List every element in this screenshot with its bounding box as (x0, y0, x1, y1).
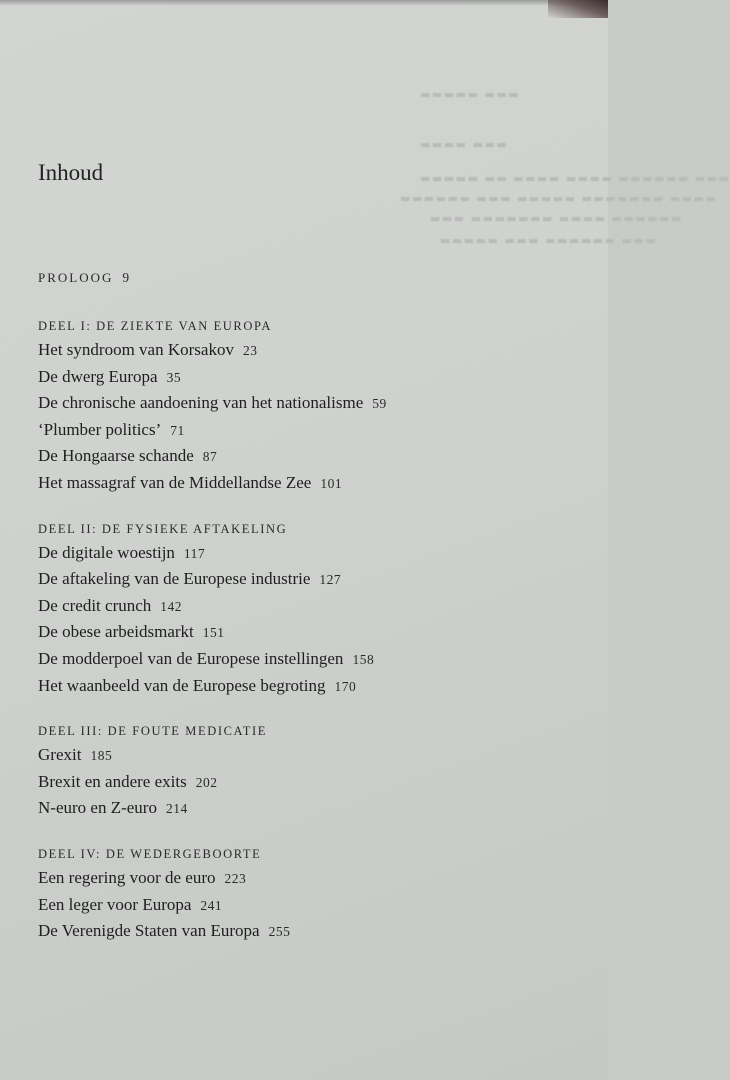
show-through-line: ▬▬▬ ▬▬▬▬▬▬▬ ▬▬▬▬ ▬▬▬▬▬▬ (430, 212, 683, 225)
page-top-shadow (0, 0, 608, 6)
entry-page: 241 (200, 897, 223, 913)
toc-entry (38, 865, 578, 892)
toc-entry (38, 364, 578, 391)
section-part-4 (38, 847, 578, 945)
section-heading: DEEL IV: DE WEDERGEBOORTE (38, 846, 262, 861)
toc-entry (38, 795, 578, 822)
entry-page: 87 (202, 449, 218, 465)
prologue-label: PROLOOG (38, 270, 114, 285)
entry-title: De modderpoel van de Europese instellingen (38, 648, 344, 668)
entry-page: 255 (268, 924, 291, 940)
toc-entry (38, 769, 578, 796)
show-through-line: ▬▬▬▬▬ ▬▬ ▬▬▬▬ ▬▬▬▬ ▬▬▬▬▬▬ ▬▬▬ (420, 172, 730, 185)
toc-entry (38, 593, 578, 620)
entry-page: 117 (183, 545, 206, 561)
toc-entry (38, 673, 578, 700)
section-part-1 (38, 319, 578, 497)
entry-title: De credit crunch (38, 595, 152, 615)
entry-page: 151 (202, 625, 225, 641)
entry-page: 71 (170, 422, 185, 438)
toc-entry (38, 417, 578, 444)
entry-title: De Hongaarse schande (38, 446, 194, 466)
entry-title: ‘Plumber politics’ (38, 419, 162, 439)
entry-page: 202 (195, 774, 218, 790)
entry-title: De obese arbeidsmarkt (38, 622, 194, 642)
toc-entry (38, 892, 578, 919)
entry-page: 223 (224, 870, 247, 886)
entry-title: De chronische aandoening van het nationalisme (38, 393, 364, 413)
section-heading: DEEL I: DE ZIEKTE VAN EUROPA (38, 319, 273, 333)
entry-title: De dwerg Europa (38, 366, 158, 386)
page-title: Inhoud (38, 160, 104, 185)
section-part-3 (38, 724, 578, 822)
entry-title: Het syndroom van Korsakov (38, 340, 234, 359)
entry-title: Het massagraf van de Middellandse Zee (38, 472, 312, 492)
entry-page: 214 (165, 801, 188, 817)
show-through-line: ▬▬▬▬▬ ▬▬▬ ▬▬▬▬▬▬ ▬▬▬ (440, 234, 658, 247)
toc-entry (38, 337, 578, 364)
toc-entry (38, 470, 578, 497)
entry-title: De aftakeling van de Europese industrie (38, 569, 311, 589)
entry-page: 127 (319, 572, 342, 588)
section-heading: DEEL II: DE FYSIEKE AFTAKELING (38, 521, 288, 536)
section-heading: DEEL III: DE FOUTE MEDICATIE (38, 724, 268, 739)
section-part-2 (38, 522, 578, 700)
toc-entry (38, 619, 578, 646)
entry-page: 158 (352, 651, 375, 667)
entry-page: 35 (166, 369, 182, 385)
entry-title: Brexit en andere exits (38, 771, 187, 791)
entry-page: 170 (334, 678, 357, 694)
entry-page: 59 (372, 396, 387, 412)
entry-page: 101 (320, 475, 343, 491)
entry-page: 142 (160, 598, 183, 614)
entry-title: Het waanbeeld van de Europese begroting (38, 675, 326, 695)
toc-entry (38, 566, 578, 593)
entry-title: De Verenigde Staten van Europa (38, 921, 260, 941)
entry-title: Grexit (38, 745, 82, 765)
table-of-contents (38, 270, 578, 970)
entry-title: Een leger voor Europa (38, 894, 192, 914)
show-through-line: ▬▬▬▬ ▬▬▬ (420, 138, 509, 151)
show-through-line: ▬▬▬▬▬ ▬▬▬ (420, 88, 521, 101)
toc-entry (38, 918, 578, 945)
page-corner-shadow (548, 0, 608, 18)
entry-title: De digitale woestijn (38, 542, 175, 562)
prologue-page: 9 (122, 270, 130, 285)
toc-entry (38, 646, 578, 673)
entry-title: N-euro en Z-euro (38, 798, 157, 818)
toc-entry (38, 443, 578, 470)
entry-page: 185 (90, 748, 113, 764)
toc-entry (38, 390, 578, 417)
prologue-entry (38, 270, 578, 286)
toc-entry (38, 742, 578, 769)
toc-entry (38, 540, 578, 567)
entry-title: Een regering voor de euro (38, 867, 216, 887)
show-through-line: ▬▬▬▬▬▬ ▬▬▬ ▬▬▬▬▬ ▬▬▬▬▬▬▬ ▬▬▬▬ (400, 192, 718, 205)
entry-page: 23 (242, 343, 258, 358)
